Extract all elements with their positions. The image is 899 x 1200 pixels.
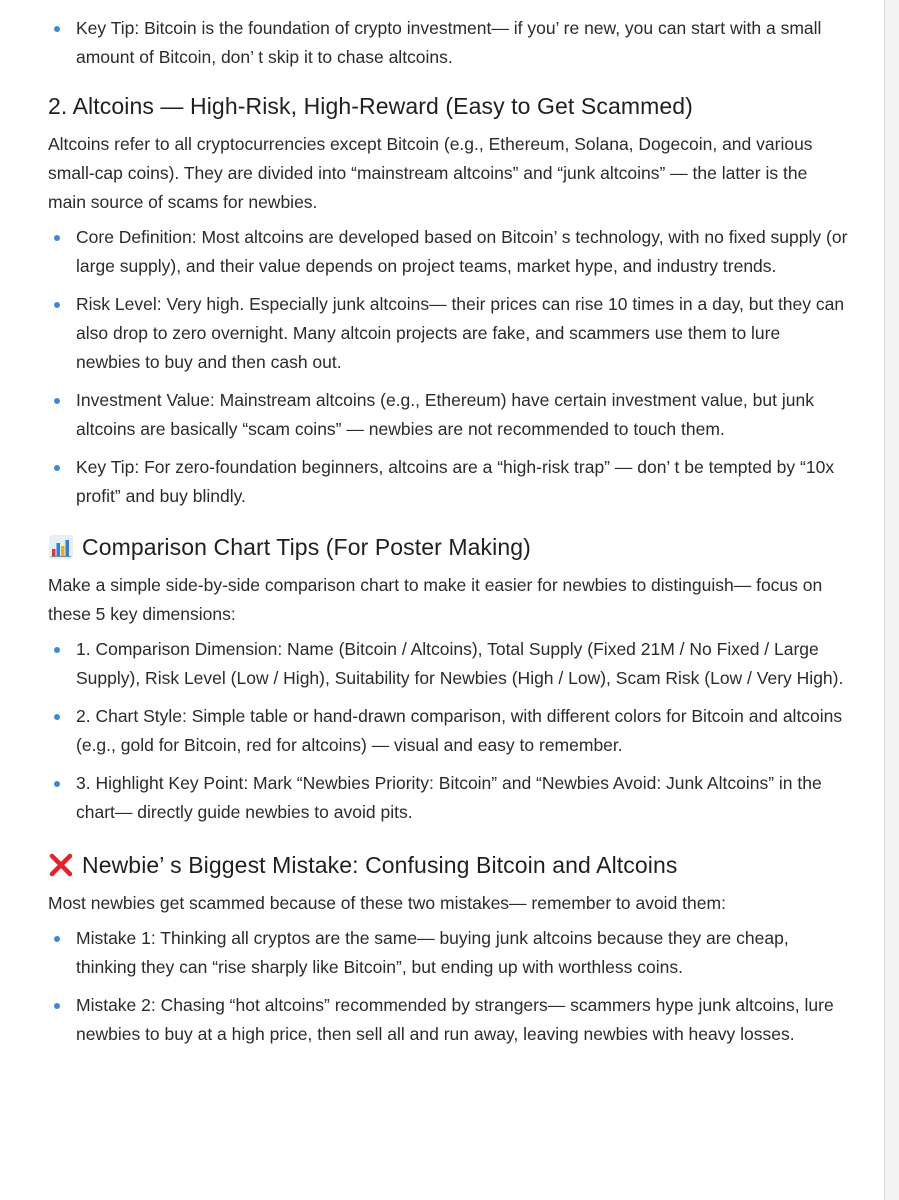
bullet-icon: [54, 235, 60, 241]
list-item: [48, 702, 848, 760]
list-item-text: Investment Value: Mainstream altcoins (e.g., Ethereum) have certain investment value, but junk altcoins are basically “scam coins” — newbies are not recommended to touch them.: [76, 390, 814, 439]
list-item-text: Key Tip: Bitcoin is the foundation of crypto investment— if you’ re new, you can start with a small amount of Bitcoin, don’ t skip it to chase altcoins.: [76, 18, 822, 67]
list-item-text: 1. Comparison Dimension: Name (Bitcoin / Altcoins), Total Supply (Fixed 21M / No Fixed / Large Supply), Risk Level (Low / High), Suitability for Newbies (High / Low), Scam Risk (Low / Very High).: [76, 639, 844, 688]
comparison-list: [48, 635, 848, 827]
section-heading-mistakes: [48, 849, 848, 881]
list-item: [48, 924, 848, 982]
list-item: [48, 386, 848, 444]
bullet-icon: [54, 302, 60, 308]
bullet-icon: [54, 936, 60, 942]
bullet-icon: [54, 781, 60, 787]
mistakes-list: [48, 924, 848, 1049]
list-item: [48, 769, 848, 827]
list-item-text: Risk Level: Very high. Especially junk altcoins— their prices can rise 10 times in a day, but they can also drop to zero overnight. Many altcoin projects are fake, and scammers use them to lure newbies to buy and then cash out.: [76, 294, 845, 372]
bullet-icon: [54, 26, 60, 32]
altcoins-list: [48, 223, 848, 511]
list-item-text: Core Definition: Most altcoins are developed based on Bitcoin’ s technology, with no fixed supply (or large supply), and their value depends on project teams, market hype, and industry trends.: [76, 227, 848, 276]
list-item: [48, 635, 848, 693]
list-item-text: Mistake 1: Thinking all cryptos are the same— buying junk altcoins because they are cheap, thinking they can “rise sharply like Bitcoin”, but ending up with worthless coins.: [76, 928, 789, 977]
list-item: [48, 14, 848, 72]
heading-text: Comparison Chart Tips (For Poster Making): [82, 534, 531, 560]
list-item-text: 2. Chart Style: Simple table or hand-drawn comparison, with different colors for Bitcoin and altcoins (e.g., gold for Bitcoin, red for altcoins) — visual and easy to remember.: [76, 706, 843, 755]
page-edge: [884, 0, 899, 1200]
bullet-icon: [54, 714, 60, 720]
bullet-icon: [54, 1003, 60, 1009]
section-heading-altcoins: [48, 90, 848, 122]
list-item-text: Mistake 2: Chasing “hot altcoins” recommended by strangers— scammers hype junk altcoins, lure newbies to buy at a high price, then sell all and run away, leaving newbies with heavy losses.: [76, 995, 834, 1044]
list-item-text: 3. Highlight Key Point: Mark “Newbies Priority: Bitcoin” and “Newbies Avoid: Junk Altcoins” in the chart— directly guide newbies to avoid pits.: [76, 773, 822, 822]
bullet-icon: [54, 647, 60, 653]
comparison-intro: Make a simple side-by-side comparison chart to make it easier for newbies to distinguish— focus on these 5 key dimensions:: [48, 575, 823, 624]
bullet-icon: [54, 398, 60, 404]
document-content: [48, 14, 848, 1058]
list-item: [48, 223, 848, 281]
list-item-text: Key Tip: For zero-foundation beginners, altcoins are a “high-risk trap” — don’ t be tempted by “10x profit” and buy blindly.: [76, 457, 835, 506]
bar-chart-icon: [48, 534, 74, 560]
cross-mark-icon: [48, 852, 74, 878]
altcoins-intro: Altcoins refer to all cryptocurrencies except Bitcoin (e.g., Ethereum, Solana, Dogecoin, and various small-cap coins). They are divided into “mainstream altcoins” and “junk altcoins” — the latter is the main source of scams for newbies.: [48, 134, 813, 212]
list-item: [48, 453, 848, 511]
heading-text: 2. Altcoins — High-Risk, High-Reward (Easy to Get Scammed): [48, 93, 693, 119]
section-heading-comparison: [48, 531, 848, 563]
bitcoin-tips-list: [48, 14, 848, 72]
bullet-icon: [54, 465, 60, 471]
list-item: [48, 991, 848, 1049]
mistakes-intro: Most newbies get scammed because of these two mistakes— remember to avoid them:: [48, 893, 726, 913]
list-item: [48, 290, 848, 377]
heading-text: Newbie’ s Biggest Mistake: Confusing Bitcoin and Altcoins: [82, 852, 678, 878]
